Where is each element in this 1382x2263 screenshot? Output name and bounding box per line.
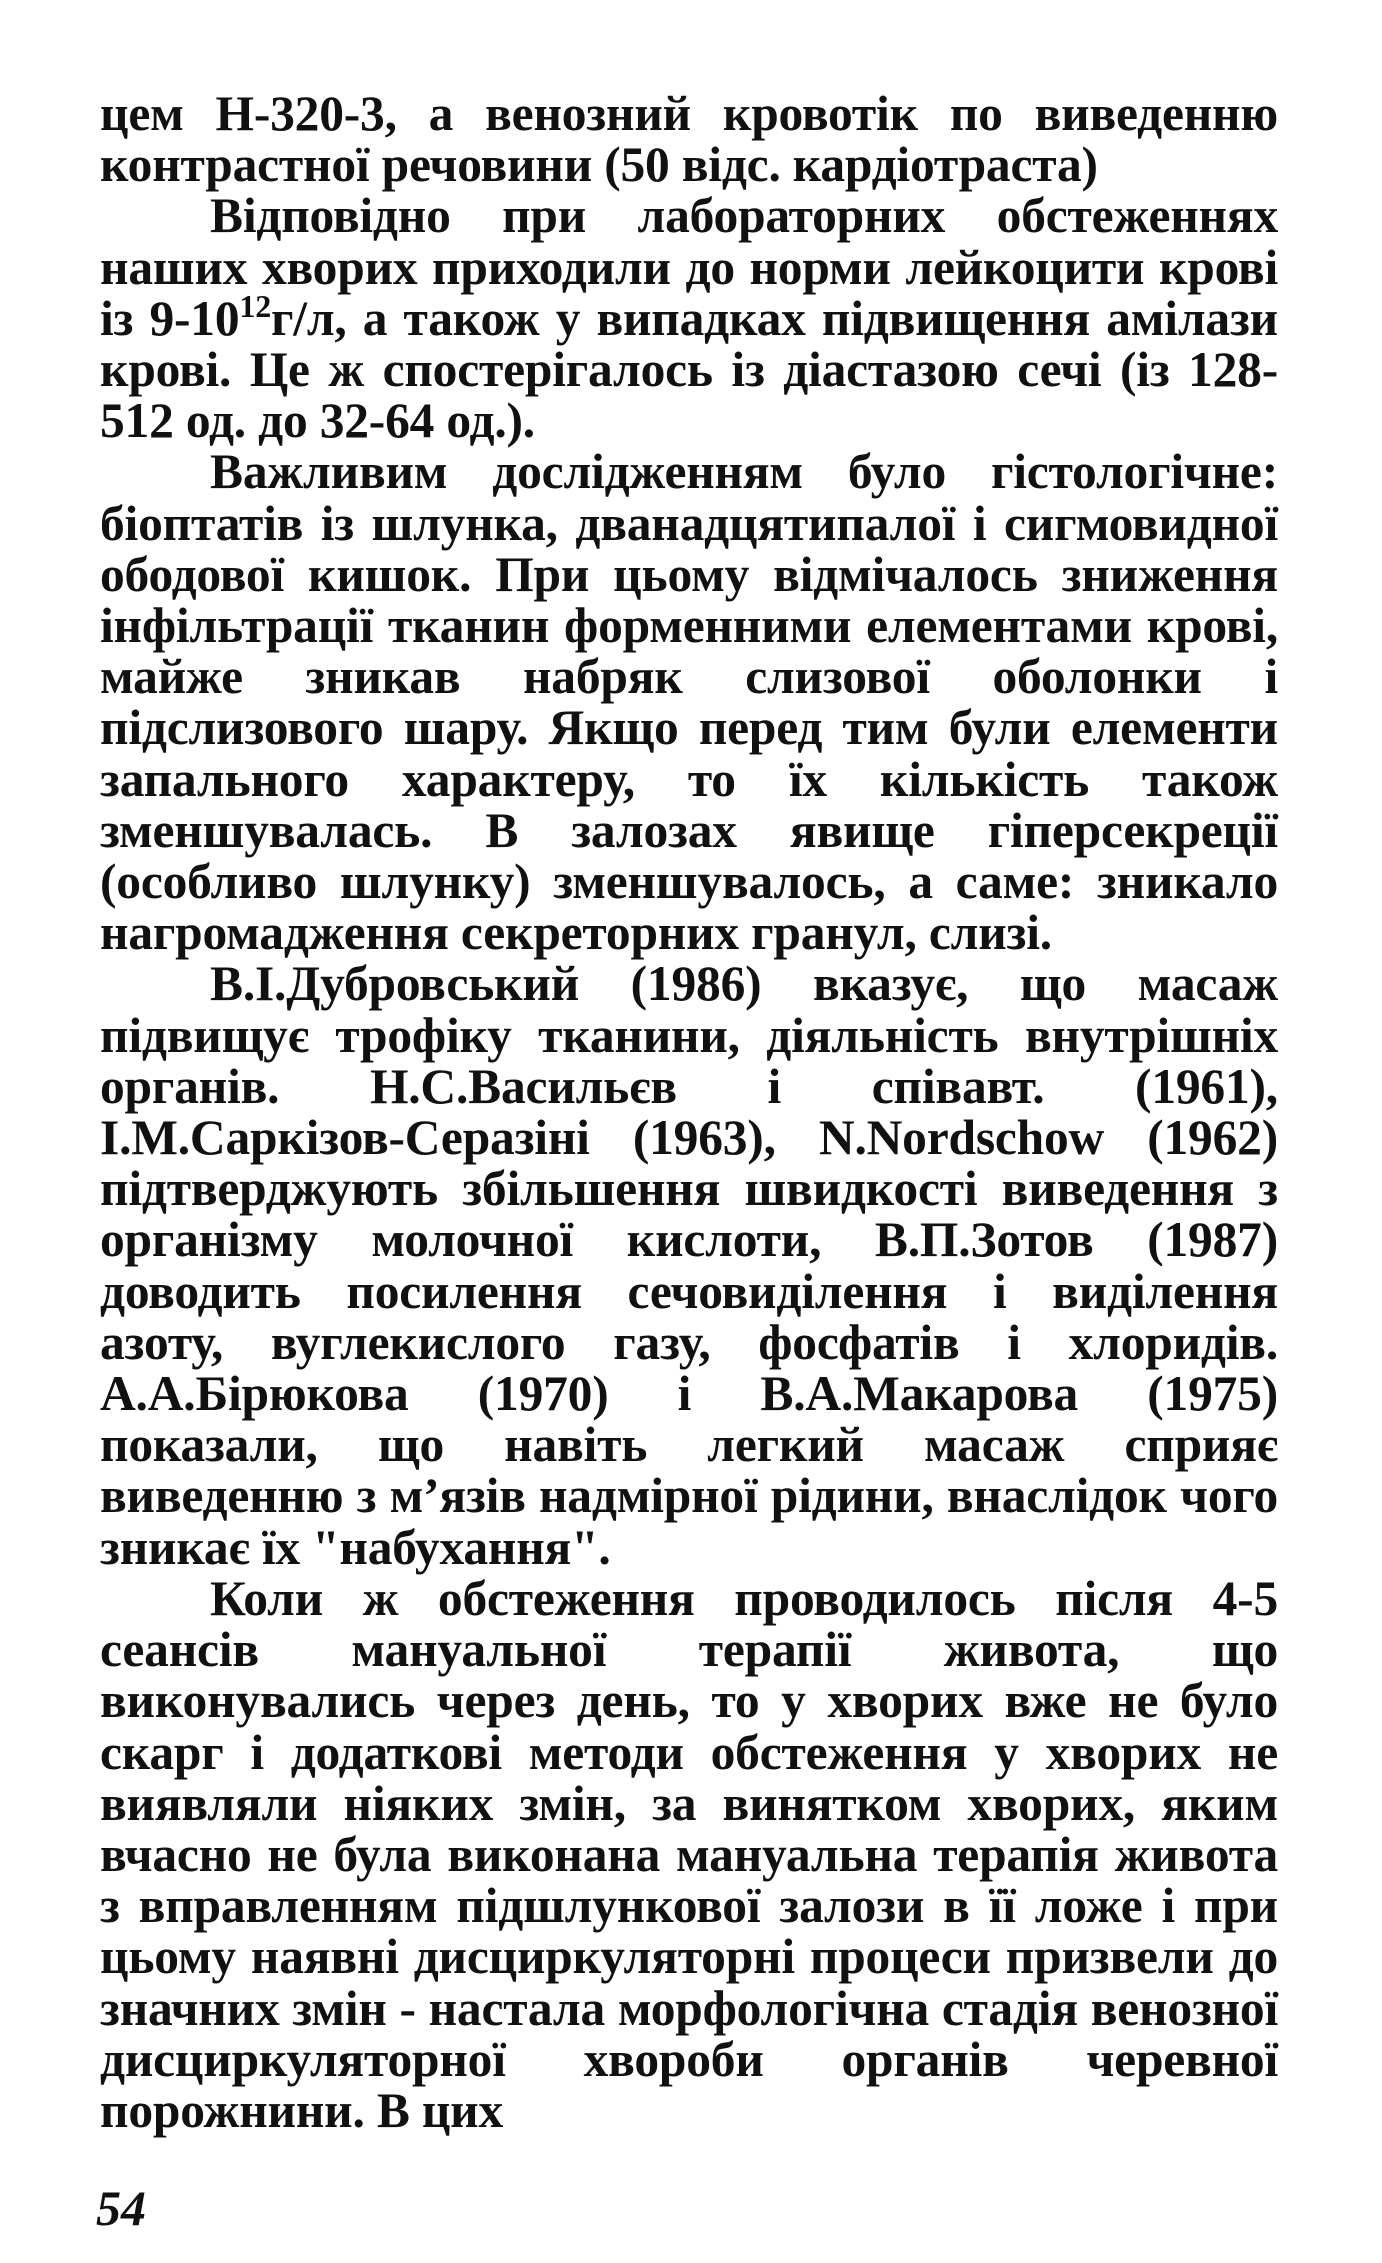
- page-text-body: [100, 88, 1278, 2136]
- paragraph-2-text-start: Відповідно при лабораторних обстеженнях наших хворих приходили до норми лейкоцити крові із 9-10: [100, 188, 1278, 346]
- paragraph-2: [100, 188, 1278, 449]
- page-number: 54: [96, 2180, 146, 2236]
- paragraph-4: В.І.Дубровський (1986) вказує, що масаж підвищує трофіку тканини, діяльність внутрішніх органів. Н.С.Васильєв і співавт. (1961), І.М.Саркізов-Серазіні (1963), N.Nordschow (1962) підтверджують збільшення швидкості виведення з організму молочної кислоти, В.П.Зотов (1987) доводить посилення сечовиділення і виділення азоту, вуглекислого газу, фосфатів і хлоридів. А.А.Бірюкова (1970) і В.А.Макарова (1975) показали, що навіть легкий масаж сприяє виведенню з м’язів надмірної рідини, внаслідок чого зникає їх "набухання".: [100, 956, 1278, 1575]
- exponent: 12: [239, 287, 271, 324]
- paragraph-2-text-end: г/л, а також у випадках підвищення амілази крові. Це ж спостерігалось із діастазою сечі (із 128-512 од. до 32-64 од.).: [100, 290, 1278, 449]
- paragraph-3: Важливим дослідженням було гістологічне: біоптатів із шлунка, дванадцятипалої і сигмовидної ободової кишок. При цьому відмічалось зниження інфільтрації тканин форменними елементами крові, майже зникав набряк слизової оболонки і підслизового шару. Якщо перед тим були елементи запального характеру, то їх кількість також зменшувалась. В залозах явище гіперсекреції (особливо шлунку) зменшувалось, а саме: зникало нагромадження секреторних гранул, слизі.: [100, 444, 1278, 961]
- paragraph-1: цем Н-320-3, а венозний кровотік по виведенню контрастної речовини (50 відс. кардіотраста): [100, 86, 1278, 193]
- paragraph-5: Коли ж обстеження проводилось після 4-5 сеансів мануальної терапії живота, що виконувались через день, то у хворих вже не було скарг і додаткові методи обстеження у хворих не виявляли ніяких змін, за винятком хворих, яким вчасно не була виконана мануальна терапія живота з вправленням підшлункової залози в її ложе і при цьому наявні дисциркуляторні процеси призвели до значних змін - настала морфологічна стадія венозної дисциркуляторної хвороби органів черевної порожнини. В цих: [100, 1570, 1278, 2138]
